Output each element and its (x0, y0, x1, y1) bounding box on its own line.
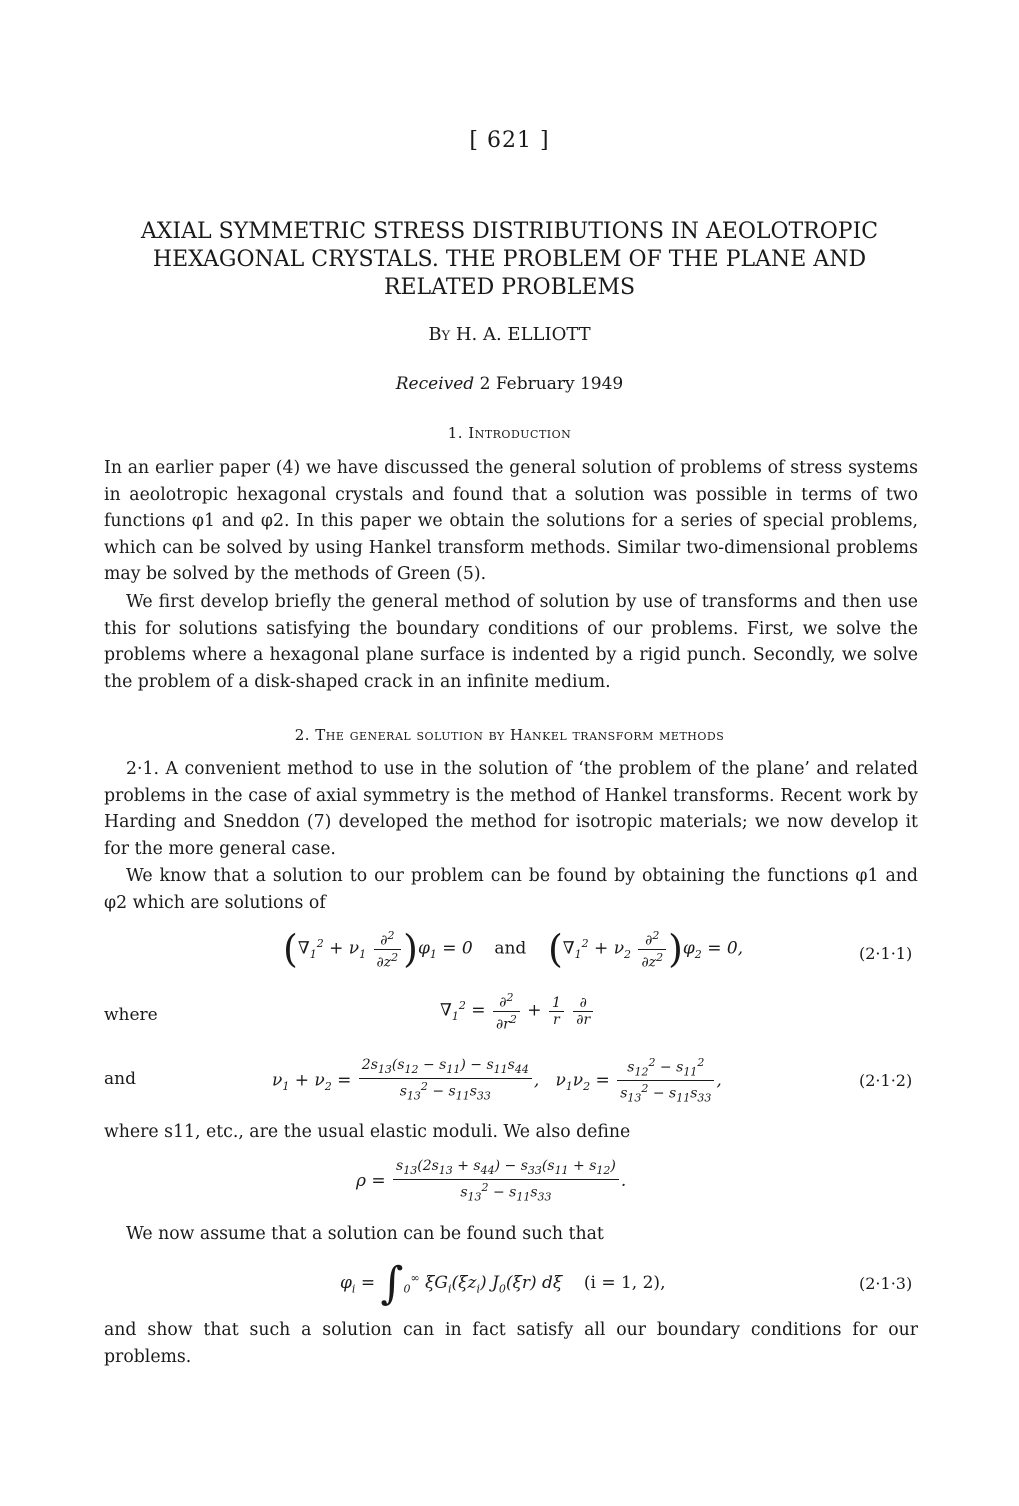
equation-rho: ρ = $\frac{s_{13}(2s_{13} + s_{44}) - s_{33}(s_{11} + s_{12})}{s_{13}^2 - s_{11}s_{33}}$ . (356, 1158, 627, 1204)
equation-2-1-3: $\varphi_i = \int_0^\infty$ $\xi G_i(\xi z_i)$ $J_0(\xi r)$ dξ (i = 1, 2), (340, 1258, 666, 1309)
author-byline: By H. A. ELLIOTT (428, 324, 591, 345)
equation-2-1-1: ($\nabla_1^2 + \nu_1$ $\frac{\partial^2}{\partial z^2}$ )$\varphi_1 = 0$ and ($\nabla_1^2 + \nu_2$ $\frac{\partial^2}{\partial z^2}$ )$\varphi_2 = 0$, (283, 927, 744, 971)
paper-title (0, 218, 1019, 302)
eq-condition: (i = 1, 2), (583, 1273, 666, 1293)
received-line (0, 374, 1019, 394)
paragraph-3 (104, 756, 918, 862)
received-label: Received (395, 374, 475, 394)
section-heading-introduction: 1. Introduction (447, 424, 572, 442)
equation-2-1-2: $\nu_1 + \nu_2$ = $\frac{2s_{13}(s_{12} - s_{11}) - s_{11}s_{44}}{s_{13}^2 - s_{11}s_{33}}$ , $\nu_1\nu_2$ = $\frac{s_{12}^2 - s_{11}^2}{s_{13}^2 - s_{11}s_{33}}$ , (272, 1056, 722, 1105)
received-date: 2 February 1949 (479, 374, 624, 394)
paragraph-5-text: We now assume that a solution can be found such that (126, 1224, 604, 1244)
paragraph-7: and show that such a solution can in fact satisfy all our boundary conditions for our problems. (104, 1320, 918, 1367)
equation-number-2-1-2: (2·1·2) (859, 1071, 913, 1090)
title-line-1: AXIAL SYMMETRIC STRESS DISTRIBUTIONS IN AEOLOTROPIC (140, 219, 879, 244)
title-line-2: HEXAGONAL CRYSTALS. THE PROBLEM OF THE PLANE AND (152, 247, 867, 272)
paragraph-4-text: We know that a solution to our problem can be found by obtaining the functions φ1 and φ2 which are solutions of (104, 866, 918, 913)
paragraph-4 (104, 863, 918, 916)
equation-laplacian: $\nabla_1^2$ = $\frac{\partial^2}{\partial r^2}$ + $\frac{1}{r}$ $\frac{\partial}{\partial r}$ (440, 990, 595, 1032)
equation-number-2-1-1: (2·1·1) (859, 944, 913, 963)
paragraph-2-text: We first develop briefly the general method of solution by use of transforms and then use this for solutions satisfying the boundary conditions of our problems. First, we solve the problems where a hexagonal plane surface is indented by a rigid punch. Secondly, we solve the problem of a disk-shaped crack in an infinite medium. (104, 592, 918, 692)
and-label: and (104, 1069, 136, 1089)
section-heading-general-solution: 2. The general solution by Hankel transform methods (294, 726, 725, 744)
paragraph-5 (104, 1221, 918, 1248)
page-number: [ 621 ] (469, 128, 550, 153)
paragraph-1: In an earlier paper (4) we have discussed the general solution of problems of stress systems in aeolotropic hexagonal crystals and found that a solution was possible in terms of two functions φ1 and φ2. In this paper we obtain the solutions for a series of special problems, which can be solved by using Hankel transform methods. Similar two-dimensional problems may be solved by the methods of Green (5). (104, 458, 918, 585)
paragraph-2 (104, 589, 918, 695)
where-label: where (104, 1005, 158, 1025)
paragraph-6: where s11, etc., are the usual elastic moduli. We also define (104, 1122, 631, 1142)
title-line-3: RELATED PROBLEMS (383, 275, 636, 300)
eq-word-and: and (494, 938, 527, 959)
equation-number-2-1-3: (2·1·3) (859, 1274, 913, 1293)
paragraph-3-text: 2·1. A convenient method to use in the solution of ‘the problem of the plane’ and related problems in the case of axial symmetry is the method of Hankel transforms. Recent work by Harding and Sneddon (7) developed the method for isotropic materials; we now develop it for the more general case. (104, 759, 918, 859)
